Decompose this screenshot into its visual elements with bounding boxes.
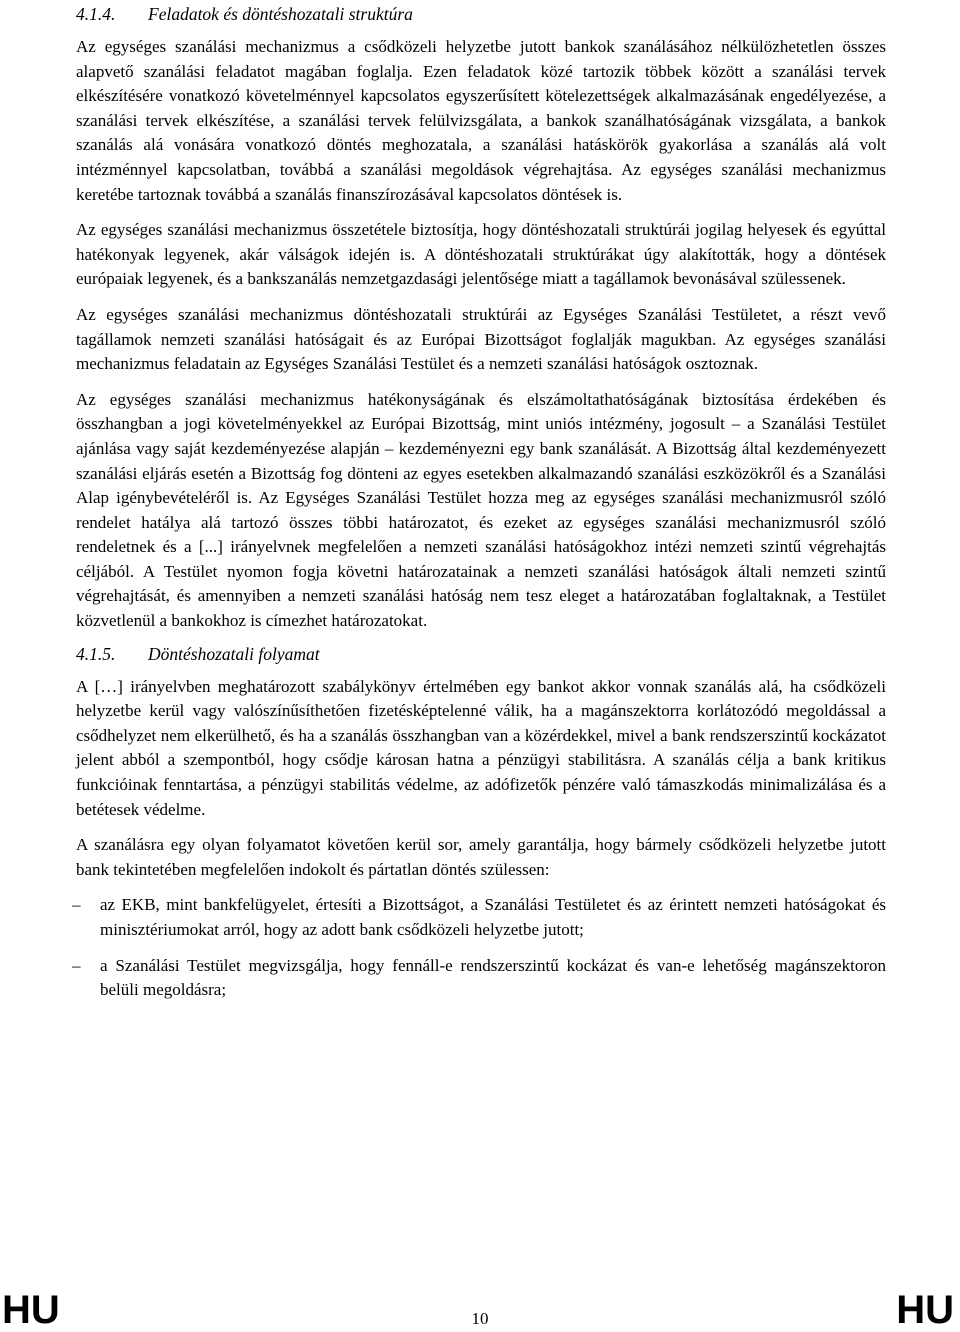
paragraph: A szanálásra egy olyan folyamatot követően kerül sor, amely garantálja, hogy bármely csődközeli helyzetbe jutott bank tekintetében megfelelően indokolt és pártatlan döntés szülessen: — [76, 835, 886, 879]
paragraph: Az egységes szanálási mechanizmus hatékonyságának és elszámoltathatóságának biztosítása érdekében és összhangban a jogi követelményekkel az Európai Bizottság, mint uniós intézmény, jogosult – a Szanálási Testület ajánlása vagy saját kezdeményezése alapján – kezdeményezni egy bank szanálását. A Bizottság által kezdeményezett szanálási eljárás esetén a Bizottság fog dönteni az egyes esetekben alkalmazandó szanálási eszközökről és a Szanálási Alap igénybevételéről is. Az Egységes Szanálási Testület hozza meg az egységes szanálási mechanizmusról szóló rendelet hatálya alá tartozó összes többi határozatot, és ezeket az egységes szanálási mechanizmusról szóló rendeletnek és a [...] irányelvnek megfelelően a nemzeti szanálási hatóságokhoz intézi nemzeti szintű végrehajtás céljából. A Testület nyomon fogja követni határozatainak a nemzeti szanálási hatóságok általi nemzeti szintű végrehajtását, és amennyiben a nemzeti szanálási hatóság nem tesz eleget a határozatában foglaltaknak, a Testület közvetlenül a bankokhoz is címezhet határozatokat. — [76, 389, 886, 631]
list-item-text: a Szanálási Testület megvizsgálja, hogy fennáll-e rendszerszintű kockázat és van-e lehetőség magánszektoron belüli megoldásra; — [100, 955, 886, 1000]
paragraph: Az egységes szanálási mechanizmus döntéshozatali struktúrái az Egységes Szanálási Testületet, a részt vevő tagállamok nemzeti szanálási hatóságait és az Európai Bizottságot foglalják magukban. Az egységes szanálási mechanizmus feladatain az Egységes Szanálási Testület és a nemzeti szanálási hatóságok osztoznak. — [76, 304, 886, 374]
paragraph: Az egységes szanálási mechanizmus összetétele biztosítja, hogy döntéshozatali struktúrái jogilag helyesek és egyúttal hatékonyak legyenek, akár válságok idején is. A döntéshozatali struktúrákat úgy alakították, hogy a döntések európaiak legyenek, és a bankszanálás nemzetgazdasági jelentősége miatt a tagállamok bevonásával szülessenek. — [76, 220, 886, 289]
section-heading-4-1-5 — [76, 642, 886, 666]
section-title: Döntéshozatali folyamat — [148, 643, 320, 664]
list-item — [72, 893, 886, 942]
section-heading-4-1-4 — [76, 2, 886, 26]
list-item-text: az EKB, mint bankfelügyelet, értesíti a Bizottságot, a Szanálási Testületet és az érintett nemzeti hatóságokat és minisztériumokat arról, hogy az adott bank csődközeli helyzetbe jutott; — [100, 895, 886, 939]
dash-list — [72, 893, 886, 1002]
page-number: 10 — [471, 1309, 489, 1328]
section-title: Feladatok és döntéshozatali struktúra — [148, 4, 413, 24]
list-item — [72, 954, 886, 1003]
footer-language-code-right: HU — [896, 1288, 954, 1332]
footer-language-code-left: HU — [2, 1288, 60, 1332]
section-number: 4.1.4. — [76, 4, 116, 24]
list-dash: – — [72, 955, 81, 975]
document-page — [72, 0, 886, 1003]
paragraph: A […] irányelvben meghatározott szabálykönyv értelmében egy bankot akkor vonnak szanálás alá, ha csődközeli helyzetbe kerül vagy valószínűsíthetően fizetésképtelenné válik, ha a magánszektorra korlátozódó megoldással a csődhelyzet nem elkerülhető, és ha a szanálás összhangban van a közérdekkel, mivel a bank rendszerszintű kockázatot jelent abból a szempontból, hogy csődje károsan hatna a pénzügyi stabilitásra. A szanálás célja a bank kritikus funkcióinak fenntartása, a pénzügyi stabilitás védelme, az adófizetők pénzére való támaszkodás minimalizálása és a betétesek védelme. — [76, 676, 886, 819]
section-number: 4.1.5. — [76, 643, 116, 664]
paragraph: Az egységes szanálási mechanizmus a csődközeli helyzetbe jutott bankok szanálásához nélkülözhetetlen összes alapvető szanálási feladatot magában foglalja. Ezen feladatok közé tartozik többek között a szanálási tervek elkészítésére vonatkozó követelménnyel kapcsolatos egyszerűsített kötelezettségek alkalmazásának engedélyezése, a szanálási tervek elkészítése, a szanálási tervek felülvizsgálata, a bankok szanálhatóságának vizsgálata, a bankok szanálás alá vonására vonatkozó döntés meghozatala, a szanálási hatáskörök gyakorlása a szanálás alá volt intézménnyel kapcsolatban, továbbá a szanálási megoldások végrehajtása. Az egységes szanálási mechanizmus keretébe tartoznak továbbá a szanálás finanszírozásával kapcsolatos döntések is. — [76, 37, 886, 204]
list-dash: – — [72, 895, 81, 915]
